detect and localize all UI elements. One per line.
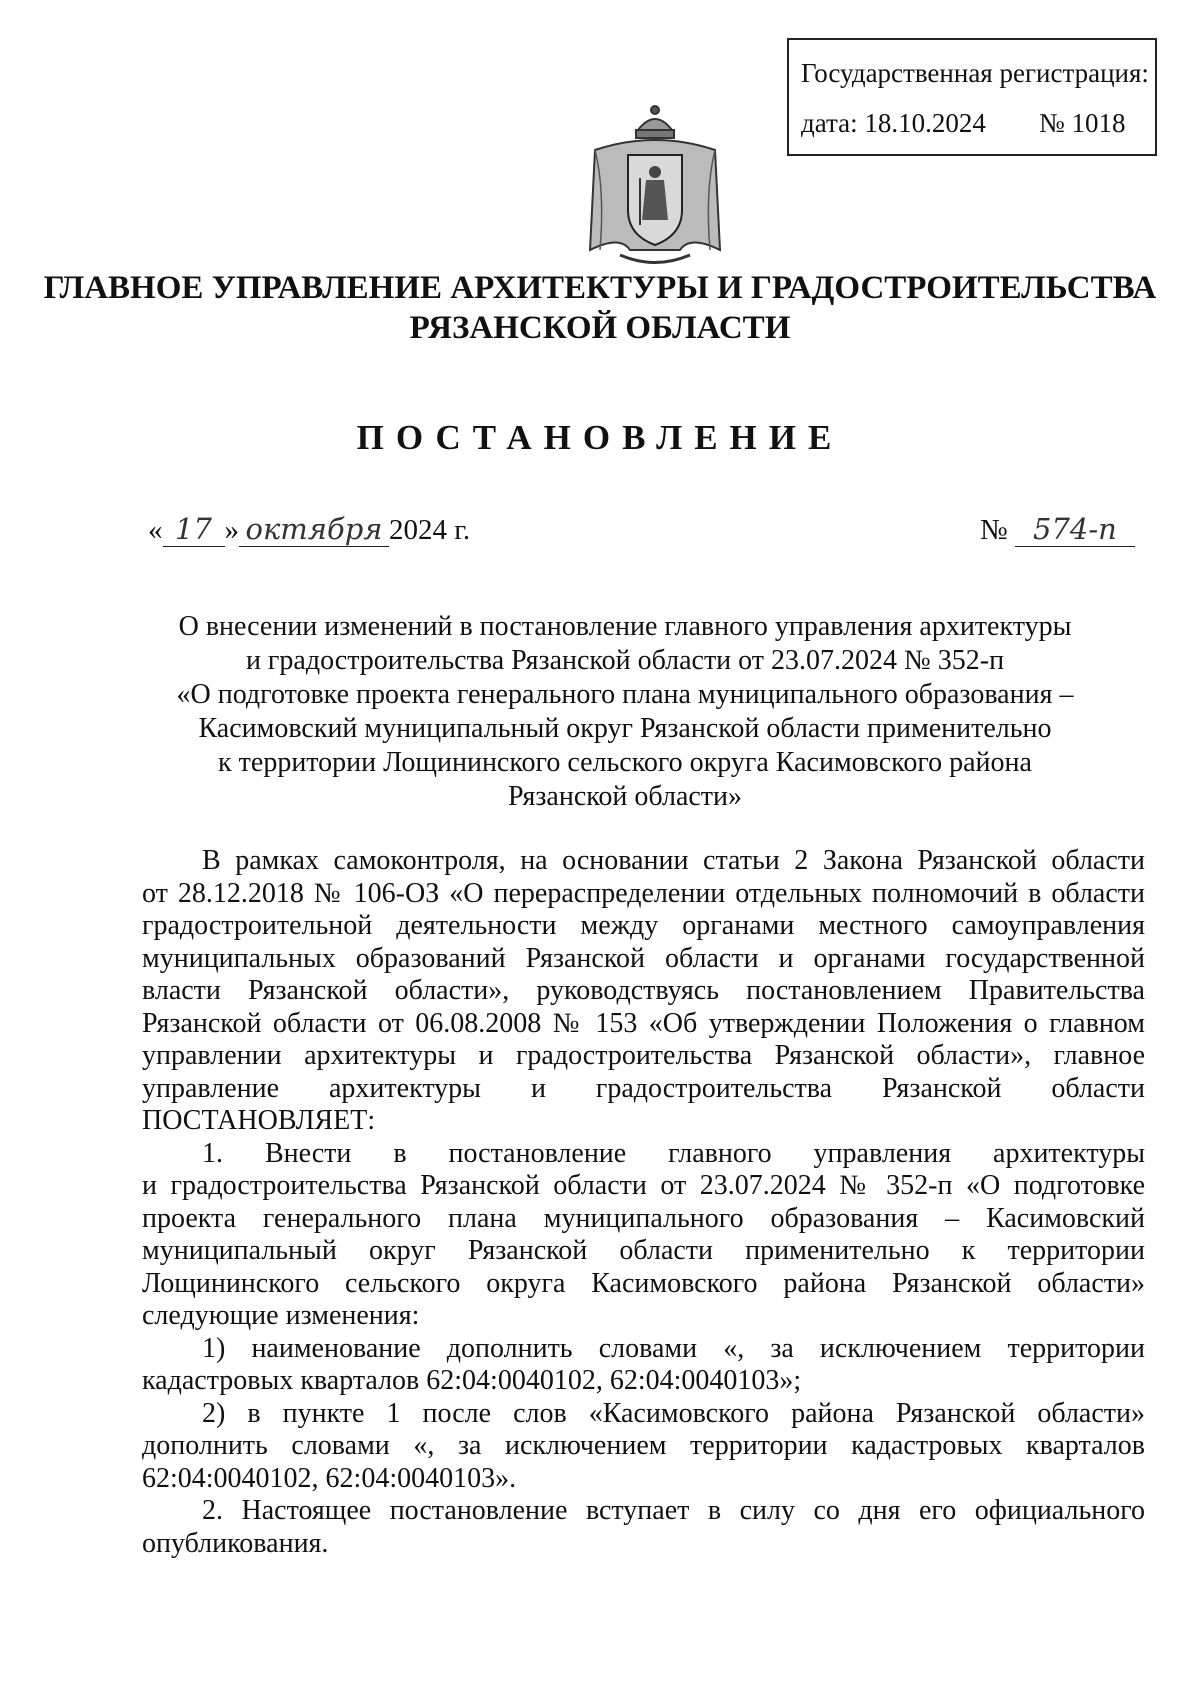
coat-of-arms-icon <box>580 100 730 270</box>
subject-line: О внесении изменений в постановление главного управления архитектуры <box>178 611 1072 642</box>
body-line: власти Рязанской области», руководствуясь постановлением Правительства <box>142 975 1145 1006</box>
document-type: ПОСТАНОВЛЕНИЕ <box>356 418 844 457</box>
body-line: дополнить словами «, за исключением территории кадастровых кварталов <box>142 1430 1145 1461</box>
registration-date: дата: 18.10.2024 <box>801 108 986 138</box>
registration-stamp <box>787 38 1157 156</box>
organization-name <box>0 268 1200 348</box>
body-line: муниципальный округ Рязанской области применительно к территории <box>142 1235 1145 1266</box>
subject-line: к территории Лощининского сельского округа Касимовского района <box>218 747 1032 778</box>
document-date <box>148 512 470 547</box>
date-day-handwritten: 17 <box>163 512 225 547</box>
body-line: Рязанской области от 06.08.2008 № 153 «Об утверждении Положения о главном <box>142 1007 1145 1039</box>
body-line: муниципальных образований Рязанской области и органами государственной <box>142 942 1145 974</box>
body-line: градостроительной деятельности между органами местного самоуправления <box>142 910 1145 941</box>
body-line: В рамках самоконтроля, на основании статьи 2 Закона Рязанской области <box>202 845 1145 876</box>
subject-line: Касимовский муниципальный округ Рязанской области применительно <box>198 713 1052 744</box>
subject-line: Рязанской области» <box>507 781 743 812</box>
number-prefix: № <box>980 514 1008 546</box>
body-line: 1) наименование дополнить словами «, за исключением территории <box>202 1332 1145 1364</box>
document-subject <box>160 610 1090 814</box>
body-line: опубликования. <box>142 1527 329 1559</box>
subject-line: «О подготовке проекта генерального плана муниципального образования – <box>176 679 1074 710</box>
subject-line: и градостроительства Рязанской области от 23.07.2024 № 352-п <box>245 645 1005 676</box>
body-line: Лощининского сельского округа Касимовского района Рязанской области» <box>142 1267 1145 1299</box>
date-month-handwritten: октября <box>239 512 389 547</box>
body-line: 2. Настоящее постановление вступает в силу со дня его официального <box>202 1495 1145 1526</box>
number-handwritten: 574-п <box>1015 512 1135 547</box>
document-number <box>980 512 1135 547</box>
body-line: от 28.12.2018 № 106-ОЗ «О перераспределении отдельных полномочий в области <box>142 877 1145 909</box>
date-close-quote: » <box>224 514 239 546</box>
body-line: управлении архитектуры и градостроительства Рязанской области», главное <box>142 1040 1145 1071</box>
body-line-decree: ПОСТАНОВЛЯЕТ: <box>142 1105 376 1136</box>
body-line: 1. Внести в постановление главного управления архитектуры <box>202 1137 1145 1169</box>
body-line: проекта генерального плана муниципального образования – Касимовский <box>142 1202 1145 1234</box>
body-line: 62:04:0040102, 62:04:0040103». <box>142 1462 517 1494</box>
date-year: 2024 г. <box>389 514 471 546</box>
body-line: управление архитектуры и градостроительства Рязанской области <box>142 1072 1145 1104</box>
body-line: 2) в пункте 1 после слов «Касимовского района Рязанской области» <box>202 1397 1145 1429</box>
body-line: и градостроительства Рязанской области от 23.07.2024 № 352-п «О подготовке <box>142 1170 1145 1201</box>
registration-number: № 1018 <box>1039 108 1126 138</box>
body-line: следующие изменения: <box>142 1300 420 1331</box>
document-body <box>142 845 1145 1560</box>
body-line: кадастровых кварталов 62:04:0040102, 62:04:0040103»; <box>142 1365 802 1396</box>
registration-title: Государственная регистрация: <box>801 58 1149 88</box>
organization-name-line1: ГЛАВНОЕ УПРАВЛЕНИЕ АРХИТЕКТУРЫ И ГРАДОСТРОИТЕЛЬСТВА <box>43 270 1157 306</box>
date-open-quote: « <box>148 514 163 546</box>
organization-name-line2: РЯЗАНСКОЙ ОБЛАСТИ <box>409 310 791 346</box>
